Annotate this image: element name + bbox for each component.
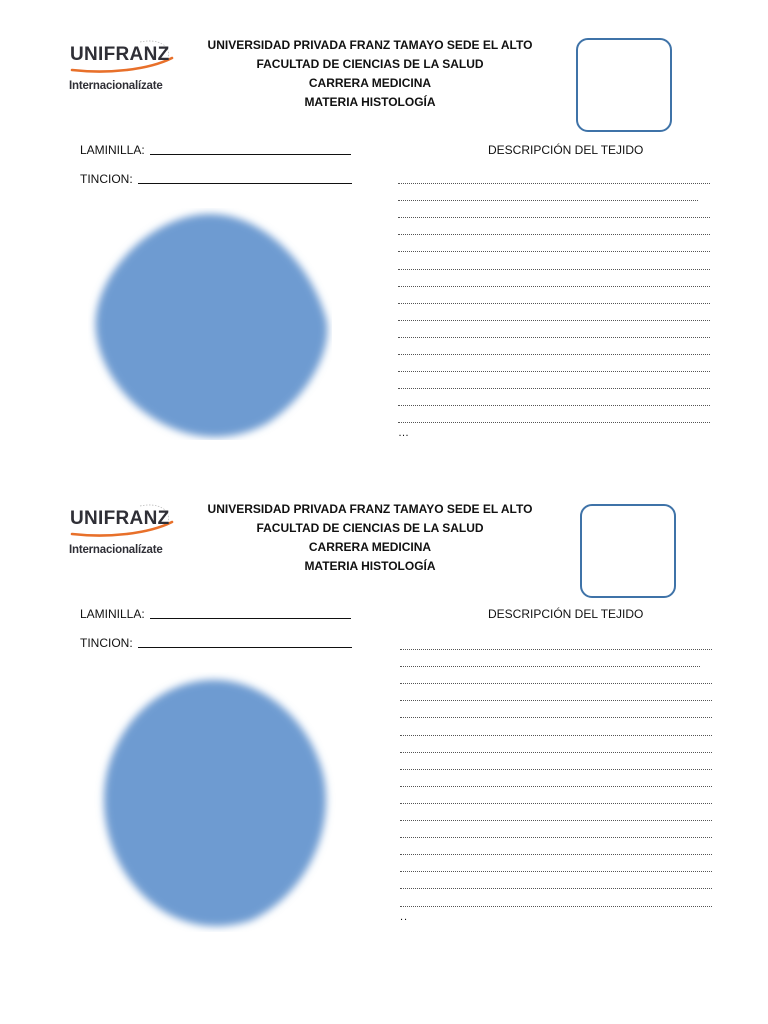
description-line[interactable] [398,409,710,426]
description-title: DESCRIPCIÓN DEL TEJIDO [488,143,644,157]
faculty-name: FACULTAD DE CIENCIAS DE LA SALUD [256,521,484,535]
tincion-blank-line[interactable] [138,646,352,648]
description-line[interactable] [400,875,712,892]
description-lines[interactable] [398,170,710,438]
photo-box [576,38,672,132]
description-line[interactable] [398,307,710,324]
tincion-blank-line[interactable] [138,182,352,184]
unifranz-logo [68,500,178,570]
description-line[interactable] [400,892,712,909]
description-line[interactable] [400,739,712,756]
description-tail: … [398,427,410,440]
subject-name: MATERIA HISTOLOGÍA [304,95,436,109]
laminilla-label: LAMINILLA: [80,607,145,621]
description-line[interactable] [398,392,710,409]
description-title: DESCRIPCIÓN DEL TEJIDO [488,607,644,621]
description-line[interactable] [400,687,712,704]
description-line[interactable] [400,773,712,790]
laminilla-label: LAMINILLA: [80,143,145,157]
university-name: UNIVERSIDAD PRIVADA FRANZ TAMAYO SEDE EL ALTO [207,38,533,52]
career-name: CARRERA MEDICINA [308,540,432,554]
laminilla-blank-line[interactable] [150,617,351,619]
description-line[interactable] [400,653,712,670]
description-line[interactable] [398,324,710,341]
description-line[interactable] [400,756,712,773]
microscope-view-circle [88,208,332,440]
description-line[interactable] [400,704,712,721]
career-name: CARRERA MEDICINA [308,76,432,90]
faculty-name: FACULTAD DE CIENCIAS DE LA SALUD [256,57,484,71]
institution-header [200,500,540,576]
logo-tagline: Internacionalízate [69,80,163,92]
laminilla-field[interactable] [80,143,351,157]
tincion-field[interactable] [80,636,352,650]
logo-tagline: Internacionalízate [69,544,163,556]
description-line[interactable] [400,841,712,858]
description-tail: .. [400,910,409,923]
description-line[interactable] [398,238,710,255]
photo-box [580,504,676,598]
description-line[interactable] [398,204,710,221]
description-line[interactable] [400,807,712,824]
description-line[interactable] [400,670,712,687]
description-line[interactable] [398,221,710,238]
description-line[interactable] [398,290,710,307]
tincion-field[interactable] [80,172,352,186]
unifranz-logo [68,36,178,106]
institution-header [200,36,540,112]
description-line[interactable] [400,636,712,653]
description-line[interactable] [400,858,712,875]
description-line[interactable] [400,790,712,807]
description-line[interactable] [398,358,710,375]
university-name: UNIVERSIDAD PRIVADA FRANZ TAMAYO SEDE EL ALTO [207,502,533,516]
histology-sheet-1 [0,0,768,480]
description-line[interactable] [400,721,712,738]
description-lines[interactable] [400,636,712,922]
laminilla-blank-line[interactable] [150,153,351,155]
tincion-label: TINCION: [80,636,133,650]
description-line[interactable] [398,341,710,358]
tincion-label: TINCION: [80,172,133,186]
description-line[interactable] [398,170,710,187]
description-line[interactable] [400,824,712,841]
logo-wordmark: UNIFRANZ [70,44,170,65]
description-line[interactable] [398,187,710,204]
description-line[interactable] [398,375,710,392]
description-line[interactable] [398,273,710,290]
histology-sheet-2 [0,464,768,944]
microscope-view-circle [92,672,336,932]
laminilla-field[interactable] [80,607,351,621]
logo-wordmark: UNIFRANZ [70,508,170,529]
subject-name: MATERIA HISTOLOGÍA [304,559,436,573]
description-line[interactable] [398,255,710,272]
